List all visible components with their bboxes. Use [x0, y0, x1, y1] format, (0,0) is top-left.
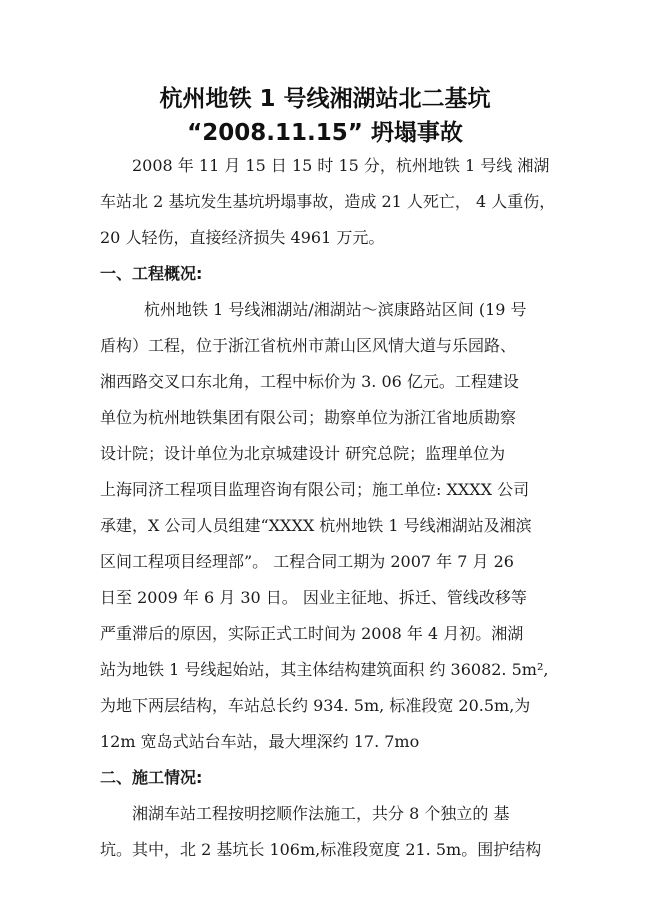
document-title-line-1: 杭州地铁 1 号线湘湖站北二基坑 — [159, 86, 491, 112]
body-line: 坑。其中，北 2 基坑长 106m,标准段宽度 21. 5m。围护结构 — [100, 840, 542, 859]
body-line: 单位为杭州地铁集团有限公司；勘察单位为浙江省地质勘察 — [100, 408, 517, 427]
intro-line: 20 人轻伤，直接经济损失 4961 万元。 — [100, 228, 385, 247]
body-line: 盾构）工程，位于浙江省杭州市萧山区风情大道与乐园路、 — [100, 336, 517, 355]
body-line: 区间工程项目经理部”。 工程合同工期为 2007 年 7 月 26 — [100, 552, 514, 571]
section-heading-project-overview: 一、工程概况: — [100, 264, 203, 283]
body-line: 湘西路交叉口东北角，工程中标价为 3. 06 亿元。工程建设 — [100, 372, 519, 391]
body-line: 上海同济工程项目监理咨询有限公司；施工单位: XXXX 公司 — [100, 480, 530, 499]
body-line: 湘湖车站工程按明挖顺作法施工，共分 8 个独立的 基 — [132, 804, 510, 823]
intro-line: 车站北 2 基坑发生基坑坍塌事故，造成 21 人死亡， 4 人重伤， — [100, 192, 556, 211]
body-line: 日至 2009 年 6 月 30 日。 因业主征地、拆迁、管线改移等 — [100, 588, 527, 607]
body-line: 杭州地铁 1 号线湘湖站/湘湖站～滨康路站区间 (19 号 — [144, 300, 527, 319]
body-line: 站为地铁 1 号线起始站，其主体结构建筑面积 约 36082. 5m², — [100, 660, 549, 679]
body-line: 严重滞后的原因，实际正式工时间为 2008 年 4 月初。湘湖 — [100, 624, 524, 643]
document-title-line-2: “2008.11.15” 坍塌事故 — [187, 120, 463, 146]
intro-line: 2008 年 11 月 15 日 15 时 15 分，杭州地铁 1 号线 湘湖 — [132, 156, 550, 175]
body-line: 设计院；设计单位为北京城建设计 研究总院；监理单位为 — [100, 444, 506, 463]
body-line: 承建，X 公司人员组建“XXXX 杭州地铁 1 号线湘湖站及湘滨 — [100, 516, 532, 535]
body-line: 为地下两层结构，车站总长约 934. 5m, 标准段宽 20.5m,为 — [100, 696, 531, 715]
section-heading-construction-status: 二、施工情况: — [100, 768, 203, 787]
body-line: 12m 宽岛式站台车站，最大埋深约 17. 7mo — [100, 732, 420, 751]
